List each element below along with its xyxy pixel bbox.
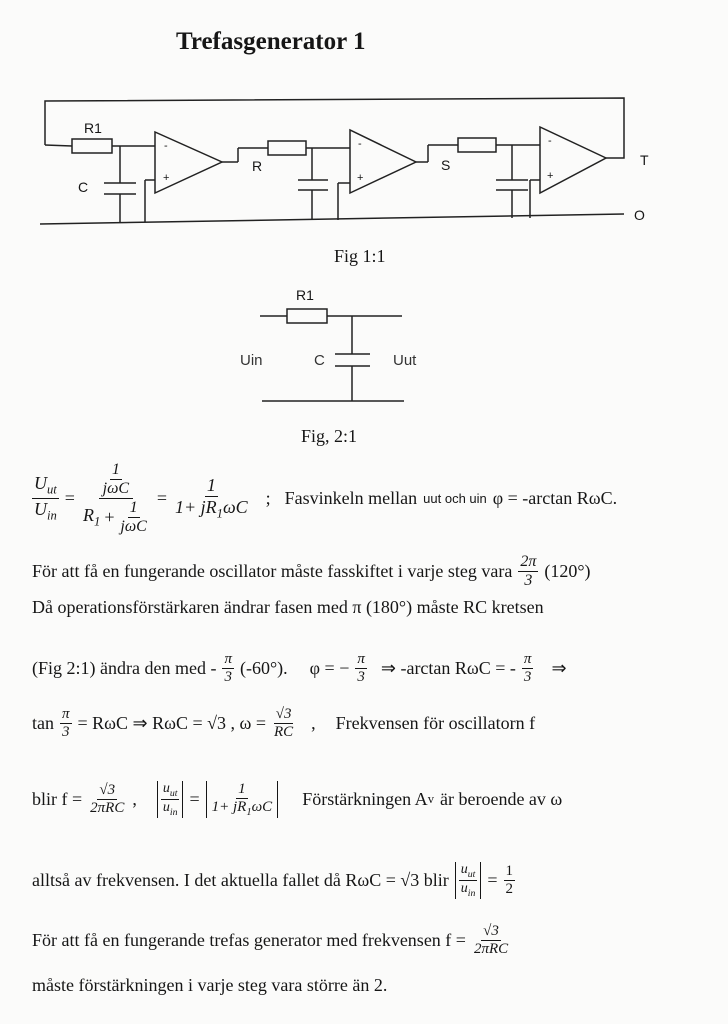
fig2-label-r1: R1 <box>296 287 314 303</box>
opamp3-minus: - <box>548 135 552 147</box>
fig2-caption: Fig, 2:1 <box>301 426 358 446</box>
text-line-4: (Fig 2:1) ändra den med - $\frac{\pi}{3}$ (-60°). φ = − $\frac{\pi}{3}$ ⇒ -arctan RωC = - $\frac{\pi}{3}$ ⇒ <box>32 651 567 685</box>
text-line-7: alltså av frekvensen. I det aktuella fallet då RωC = √3 blir $\frac{u_{ut}}{u_{in}}$ = $\frac{1}{2}$ <box>32 862 514 899</box>
eq1-rhs: $\frac{1}{1+ jR_1\omega C}$ <box>174 474 248 521</box>
label-r1: R1 <box>84 120 102 136</box>
fig2-circuit <box>0 0 728 420</box>
label-r: R <box>252 158 263 174</box>
opamp1-minus: - <box>164 140 168 152</box>
text-line-9: måste förstärkningen i varje steg vara större än 2. <box>32 975 388 995</box>
label-o: O <box>634 207 645 223</box>
text-line-5: tan $\frac{\pi}{3}$ = RωC ⇒ RωC = √3 , ω = $\frac{√3}{RC}$ , Frekvensen för oscillatorn f <box>32 706 536 740</box>
text-line-6: blir f = $\frac{√3}{\text{2πRC}}$ , $\frac{u_{ut}}{u_{in}}$ = $\frac{1}{1+ jR_1\omega C}$ Förstärkningen A v är beroende av ω <box>32 781 563 818</box>
text-line-3: Då operationsförstärkaren ändrar fasen med π (180°) måste RC kretsen <box>32 597 544 617</box>
fig2-resistor-r1 <box>287 309 327 323</box>
label-c: C <box>78 179 89 195</box>
equation-transfer: $\frac{U_{ut}}{U_{in}}$ = $\frac{1}{\text{jωC}}$ $R_1$ + $\frac{1}{\text{jωC}}$ = $\frac{1}{1+ jR_1\omega C}$ ; Fasvinkeln mellan uut och uin φ = -arctan RωC. <box>34 460 618 535</box>
text-line-2: För att få en fungerande oscillator måste fasskiftet i varje steg vara $\frac{2\pi}{3}$ (120°) <box>32 553 591 589</box>
label-t: T <box>640 152 649 168</box>
fig2-label-c: C <box>314 352 325 369</box>
fig1-caption: Fig 1:1 <box>334 246 386 266</box>
fig2-label-uin: Uin <box>240 352 263 369</box>
opamp2-plus: + <box>357 172 364 184</box>
text-line-8: För att få en fungerande trefas generator med frekvensen f = $\frac{√3}{\text{2πRC}}$ <box>32 923 509 957</box>
opamp1-plus: + <box>163 172 170 184</box>
eq1-middle: $\frac{1}{\text{jωC}}$ $R_1$ + $\frac{1}{\text{jωC}}$ <box>82 460 147 535</box>
label-s: S <box>441 157 451 173</box>
fig2-label-uut: Uut <box>393 352 417 369</box>
page-title: Trefasgenerator 1 <box>176 28 366 55</box>
eq1-lhs: $\frac{U_{ut}}{U_{in}}$ <box>34 472 57 523</box>
opamp2-minus: - <box>358 138 362 150</box>
opamp3-plus: + <box>547 170 554 182</box>
